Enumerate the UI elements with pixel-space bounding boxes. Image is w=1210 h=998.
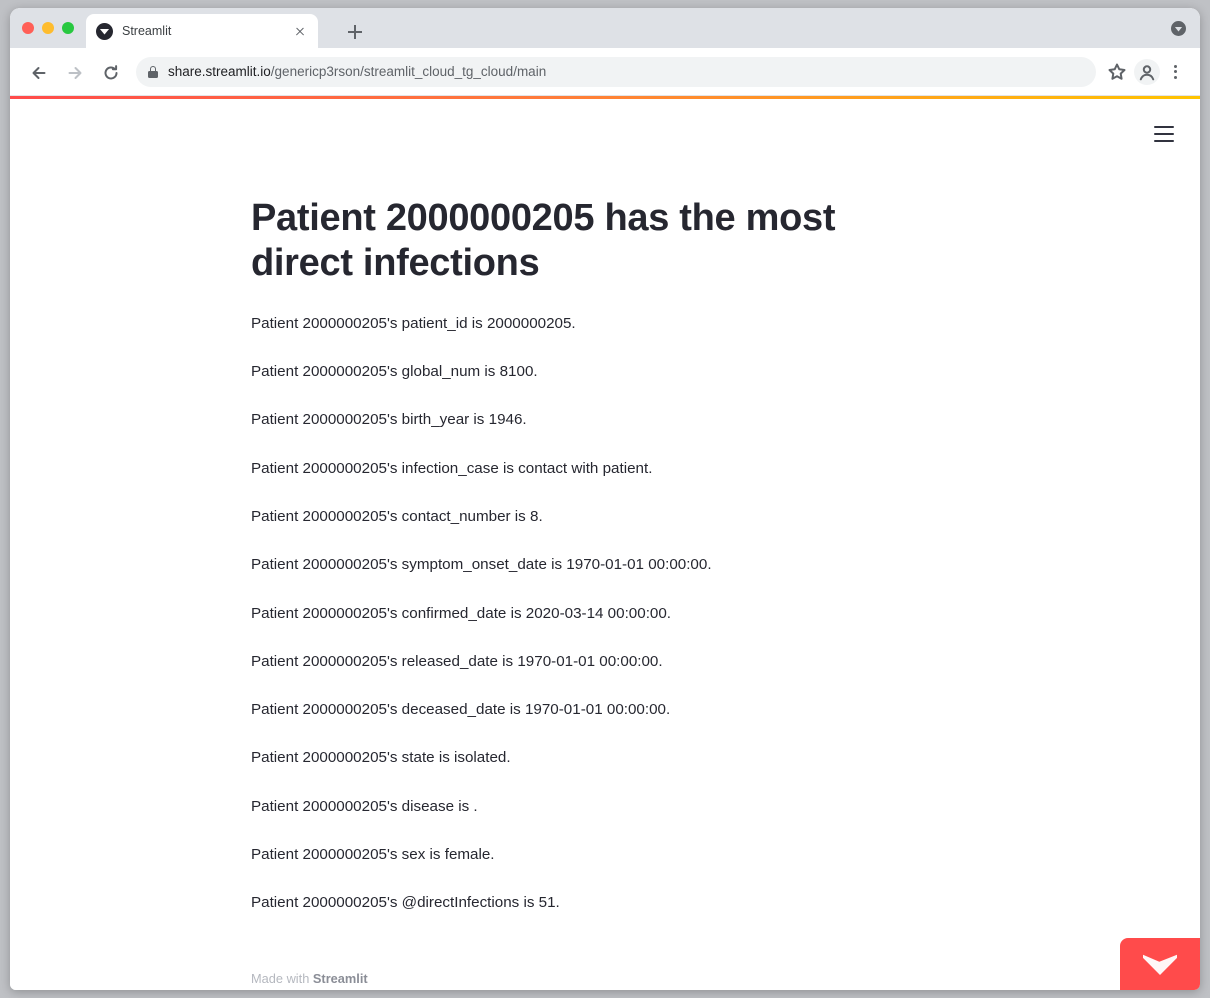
list-item: Patient 2000000205's deceased_date is 1970-01-01 00:00:00. — [251, 701, 671, 719]
new-tab-button[interactable] — [342, 19, 368, 45]
footer — [251, 971, 368, 986]
back-arrow-icon — [31, 64, 46, 79]
browser-window — [10, 8, 1200, 990]
list-item: Patient 2000000205's birth_year is 1946. — [251, 411, 527, 429]
minimize-window-button[interactable] — [42, 22, 54, 34]
app-content — [251, 196, 951, 916]
browser-toolbar — [10, 48, 1200, 96]
list-item: Patient 2000000205's released_date is 1970-01-01 00:00:00. — [251, 652, 663, 670]
url-host: share.streamlit.io — [168, 64, 271, 79]
streamlit-logo-icon — [1143, 953, 1177, 975]
attribute-list — [251, 312, 951, 916]
footer-prefix: Made with — [251, 971, 313, 986]
address-bar[interactable] — [136, 57, 1096, 87]
list-item: Patient 2000000205's contact_number is 8. — [251, 507, 543, 525]
maximize-window-button[interactable] — [62, 22, 74, 34]
close-window-button[interactable] — [22, 22, 34, 34]
streamlit-icon — [96, 23, 113, 40]
reload-icon — [103, 64, 118, 79]
forward-button[interactable] — [58, 56, 90, 88]
page-viewport — [10, 96, 1200, 990]
list-item: Patient 2000000205's infection_case is contact with patient. — [251, 459, 653, 477]
streamlit-badge[interactable] — [1120, 938, 1200, 990]
list-item: Patient 2000000205's sex is female. — [251, 846, 495, 864]
list-item: Patient 2000000205's state is isolated. — [251, 749, 511, 767]
tab-strip — [10, 8, 1200, 48]
list-item: Patient 2000000205's disease is . — [251, 797, 478, 815]
list-item: Patient 2000000205's symptom_onset_date is 1970-01-01 00:00:00. — [251, 556, 712, 574]
hamburger-menu-icon[interactable] — [1150, 120, 1178, 148]
star-icon[interactable] — [1104, 59, 1130, 85]
account-icon[interactable] — [1134, 59, 1160, 85]
list-item: Patient 2000000205's global_num is 8100. — [251, 362, 538, 380]
loading-bar — [10, 96, 1200, 99]
page-title: Patient 2000000205 has the most direct infections — [251, 197, 836, 284]
list-item: Patient 2000000205's patient_id is 2000000205. — [251, 314, 576, 332]
reload-button[interactable] — [94, 56, 126, 88]
streamlit-link[interactable]: Streamlit — [312, 971, 368, 986]
list-item: Patient 2000000205's confirmed_date is 2020-03-14 00:00:00. — [251, 604, 672, 622]
url-path: /genericp3rson/streamlit_cloud_tg_cloud/main — [270, 64, 547, 79]
url-text — [168, 64, 546, 79]
forward-arrow-icon — [67, 64, 82, 79]
window-traffic-lights — [22, 22, 74, 34]
browser-tab[interactable] — [86, 14, 318, 48]
close-icon[interactable] — [292, 23, 308, 39]
chevron-down-icon[interactable] — [1171, 21, 1186, 36]
tab-title: Streamlit — [122, 24, 172, 38]
lock-icon — [148, 65, 158, 78]
list-item: Patient 2000000205's @directInfections is 51. — [251, 894, 560, 912]
back-button[interactable] — [22, 56, 54, 88]
kebab-menu-icon[interactable] — [1162, 59, 1188, 85]
